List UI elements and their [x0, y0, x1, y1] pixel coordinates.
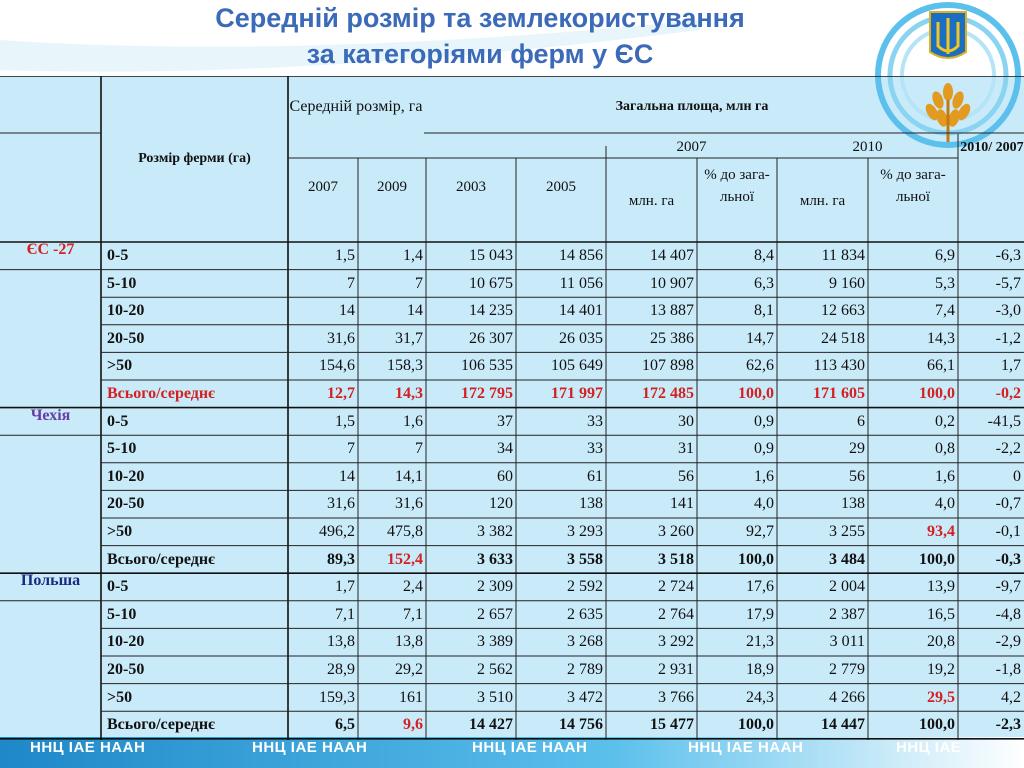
table-cell: 33 [587, 412, 603, 430]
table-cell: 3 268 [567, 633, 603, 651]
table-cell: 14 756 [559, 716, 603, 734]
country-label: Польша [20, 572, 81, 590]
table-cell: 56 [678, 467, 694, 485]
table-cell: 2 562 [477, 661, 513, 678]
table-cell: 154,6 [319, 357, 355, 375]
table-cell: 3 382 [477, 523, 513, 540]
table-cell: 20,8 [927, 633, 955, 651]
row-label: 0-5 [107, 412, 129, 430]
table-cell: 37 [497, 412, 513, 430]
table-cell: 3 293 [567, 523, 603, 540]
header-change: 2010/ 2007 [960, 140, 1024, 155]
table-cell: 7,4 [935, 302, 955, 320]
header-year-2007-avg: 2007 [308, 179, 338, 195]
table-cell: 7,1 [403, 605, 423, 623]
table-cell: 3 292 [658, 633, 694, 651]
table-cell: -1,8 [995, 661, 1021, 678]
table-cell: 15 477 [650, 716, 694, 734]
table-cell: 105 649 [551, 357, 603, 375]
header-mln-ha-2010: млн. га [799, 193, 846, 209]
table-cell: 152,4 [387, 550, 423, 568]
header-year-2009-avg: 2009 [377, 179, 407, 195]
table-cell: 31,6 [395, 495, 423, 513]
table-cell: 1,5 [335, 412, 355, 430]
table-cell: 138 [579, 495, 603, 513]
table-cell: 3 510 [477, 688, 513, 706]
table-cell: -4,8 [995, 605, 1021, 623]
country-label: Чехія [30, 406, 71, 424]
table-cell: 2 592 [567, 578, 603, 596]
table-cell: 24,3 [746, 688, 774, 706]
table-cell: 100,0 [919, 550, 955, 568]
row-label: Всього/середнє [107, 716, 215, 734]
table-cell: 30 [678, 412, 694, 430]
table-cell: 14 [339, 467, 355, 485]
table-cell: 3 255 [829, 523, 865, 540]
table-cell: 1,6 [754, 467, 774, 485]
table-cell: -6,3 [995, 247, 1021, 264]
table-cell: 17,6 [746, 578, 774, 596]
table-cell: 11 834 [821, 247, 865, 264]
table-cell: 11 056 [559, 274, 603, 292]
table-cell: 14 235 [469, 302, 513, 320]
table-cell: 3 260 [658, 523, 694, 540]
table-cell: 100,0 [919, 385, 955, 402]
table-cell: 18,9 [746, 661, 774, 678]
table-cell: 6,9 [935, 247, 955, 264]
table-cell: 62,6 [746, 357, 774, 375]
header-pct-2007: % до зага-льної [704, 167, 770, 205]
table-cell: 2 657 [477, 605, 513, 623]
table-cell: 8,4 [754, 247, 774, 264]
table-cell: 31,6 [327, 329, 355, 347]
table-cell: 66,1 [927, 357, 955, 375]
table-cell: 100,0 [919, 716, 955, 734]
table-cell: -3,0 [995, 302, 1021, 320]
row-label: 20-50 [107, 329, 145, 347]
table-cell: 2 387 [829, 605, 865, 623]
footer-label: ННЦ ІАЕ НААН [688, 739, 804, 756]
row-label: 0-5 [107, 247, 129, 264]
table-cell: 2,4 [403, 578, 423, 596]
row-label: 5-10 [107, 440, 137, 458]
table-cell: 3 633 [477, 550, 513, 568]
table-cell: 4,0 [935, 495, 955, 513]
table-cell: 107 898 [642, 357, 694, 375]
table-cell: -5,7 [995, 274, 1021, 292]
table-cell: 172 795 [461, 385, 513, 402]
table-cell: 1,5 [335, 247, 355, 264]
table-cell: 141 [670, 495, 694, 513]
table-cell: 0,8 [935, 440, 955, 458]
table-cell: -0,1 [995, 523, 1021, 540]
table-cell: 7,1 [335, 605, 355, 623]
table-cell: 6,3 [754, 274, 774, 292]
row-label: 10-20 [107, 302, 145, 320]
table-cell: 16,5 [927, 605, 955, 623]
table-cell: 1,7 [335, 578, 355, 596]
header-year-2003: 2003 [456, 179, 486, 195]
row-label: 10-20 [107, 467, 145, 485]
header-pct-2010: % до зага-льної [880, 167, 946, 205]
page-title [0, 0, 960, 72]
table-cell: 26 307 [469, 329, 513, 347]
table-cell: 15 043 [469, 247, 513, 264]
table-cell: 100,0 [738, 550, 774, 568]
table-cell: 120 [489, 495, 513, 513]
table-cell: 19,2 [927, 661, 955, 678]
row-label: 0-5 [107, 578, 129, 596]
table-cell: 31 [678, 440, 694, 458]
table-cell: 2 724 [658, 578, 694, 596]
table-cell: 113 430 [813, 357, 865, 375]
table-cell: 0,2 [935, 412, 955, 430]
table-cell: 172 485 [642, 385, 694, 402]
table-cell: 21,3 [746, 633, 774, 651]
table-cell: 60 [497, 467, 513, 485]
header-mln-ha-2007: млн. га [628, 193, 675, 209]
row-label: 5-10 [107, 605, 137, 623]
table-cell: 14 [407, 302, 423, 320]
table-cell: 25 386 [650, 329, 694, 347]
table-cell: 31,6 [327, 495, 355, 513]
table-cell: -0,7 [995, 495, 1021, 513]
table-cell: 5,3 [935, 274, 955, 292]
table-cell: 28,9 [327, 661, 355, 678]
table-cell: 26 035 [559, 329, 603, 347]
table-cell: 7 [415, 440, 423, 458]
table-cell: 14,7 [746, 329, 774, 347]
table-cell: 0 [1013, 467, 1021, 485]
table-cell: 29,5 [927, 688, 955, 706]
table-cell: 24 518 [821, 329, 865, 347]
country-label: ЄС -27 [26, 241, 75, 258]
table-cell: 0,9 [754, 412, 774, 430]
table-cell: 171 997 [551, 385, 603, 402]
table-cell: 4,0 [754, 495, 774, 513]
table-cell: 6,5 [335, 716, 355, 734]
table-cell: 3 389 [477, 633, 513, 651]
table-cell: 475,8 [387, 523, 423, 540]
table-cell: 2 779 [829, 661, 865, 678]
table-cell: 93,4 [927, 523, 955, 540]
table-cell: 92,7 [746, 523, 774, 540]
table-cell: 33 [587, 440, 603, 458]
table-cell: 100,0 [738, 716, 774, 734]
title-line-1: Середній розмір та землекористування [215, 3, 745, 33]
table-cell: 106 535 [461, 357, 513, 375]
row-label: >50 [107, 688, 133, 706]
table-cell: 13,8 [395, 633, 423, 651]
table-cell: 7 [347, 274, 355, 292]
table-cell: 1,7 [1001, 357, 1021, 375]
table-cell: 159,3 [319, 688, 355, 706]
row-label: Всього/середнє [107, 385, 215, 402]
table-cell: 161 [399, 688, 423, 706]
table-cell: 10 907 [650, 274, 694, 292]
table-cell: 158,3 [387, 357, 423, 375]
table-cell: 3 472 [567, 688, 603, 706]
table-cell: 13,8 [327, 633, 355, 651]
table-cell: 14 447 [821, 716, 865, 734]
header-group-2010: 2010 [852, 139, 883, 155]
table-cell: -0,3 [995, 550, 1021, 568]
table-cell: 1,4 [403, 247, 423, 264]
table-cell: 61 [587, 467, 603, 485]
table-cell: 17,9 [746, 605, 774, 623]
table-cell: 496,2 [319, 523, 355, 540]
table-cell: -0,2 [995, 385, 1021, 402]
table-cell: 7 [415, 274, 423, 292]
table-cell: 2 764 [658, 605, 694, 623]
table-cell: 29 [849, 440, 865, 458]
table-cell: -2,9 [995, 633, 1021, 651]
table-cell: 3 011 [829, 633, 865, 651]
table-cell: 10 675 [469, 274, 513, 292]
header-total-area: Загальна площа, млн га [615, 99, 769, 114]
footer-label: ННЦ ІАЕ НААН [472, 739, 588, 756]
row-label: 20-50 [107, 661, 145, 678]
table-cell: 14,3 [927, 329, 955, 347]
table-cell: 7 [347, 440, 355, 458]
row-label: 20-50 [107, 495, 145, 513]
row-label: 5-10 [107, 274, 137, 292]
table-cell: 2 309 [477, 578, 513, 596]
row-label: >50 [107, 523, 133, 540]
table-cell: 29,2 [395, 661, 423, 678]
row-label: >50 [107, 357, 133, 375]
row-label: Всього/середнє [107, 550, 215, 568]
table-cell: 31,7 [395, 329, 423, 347]
table-cell: 14 427 [469, 716, 513, 734]
table-cell: 14 [339, 302, 355, 320]
header-farm-size: Розмір ферми (га) [138, 151, 251, 166]
footer-label: ННЦ ІАЕ НААН [252, 739, 368, 756]
table-cell: 2 004 [829, 578, 865, 596]
table-cell: 2 789 [567, 661, 603, 678]
header-group-2007: 2007 [676, 139, 707, 155]
table-cell: 3 766 [658, 688, 694, 706]
table-cell: -2,3 [995, 716, 1021, 734]
footer-label: ННЦ ІАЕ [896, 739, 962, 756]
footer-label: ННЦ ІАЕ НААН [30, 739, 146, 756]
table-cell: 171 605 [813, 385, 865, 402]
table-cell: 14 401 [559, 302, 603, 320]
table-cell: 3 558 [567, 550, 603, 568]
table-cell: 2 931 [658, 661, 694, 678]
table-cell: 8,1 [754, 302, 774, 320]
header-year-2005: 2005 [546, 179, 576, 195]
table-cell: 3 518 [658, 550, 694, 568]
table-cell: 13,9 [927, 578, 955, 596]
table-cell: 14 856 [559, 247, 603, 264]
table-cell: -2,2 [995, 440, 1021, 458]
table-cell: 12 663 [821, 302, 865, 320]
table-cell: 14,1 [395, 467, 423, 485]
table-cell: 9 160 [829, 274, 865, 292]
table-cell: 14 407 [650, 247, 694, 264]
title-line-2: за категоріями ферм у ЄС [306, 39, 654, 69]
table-cell: 100,0 [738, 385, 774, 402]
table-cell: 89,3 [327, 550, 355, 568]
footer-banner [0, 737, 1024, 768]
table-cell: 2 635 [567, 605, 603, 623]
table-cell: 12,7 [327, 385, 355, 402]
table-cell: 1,6 [403, 412, 423, 430]
table-cell: -9,7 [995, 578, 1021, 596]
row-label: 10-20 [107, 633, 145, 651]
table-cell: 4 266 [829, 688, 865, 706]
table-cell: 56 [849, 467, 865, 485]
table-cell: 3 484 [829, 550, 865, 568]
header-avg-size: Середній розмір, га [289, 98, 423, 115]
table-cell: 6 [857, 412, 865, 430]
table-cell: 14,3 [395, 385, 423, 402]
table-cell: 4,2 [1001, 688, 1021, 706]
table-cell: 138 [841, 495, 865, 513]
table-cell: -1,2 [995, 329, 1021, 347]
table-cell: 9,6 [403, 716, 423, 734]
table-cell: 0,9 [754, 440, 774, 458]
table-cell: 13 887 [650, 302, 694, 320]
table-cell: -41,5 [987, 412, 1021, 430]
table-cell: 34 [497, 440, 513, 458]
table-cell: 1,6 [935, 467, 955, 485]
